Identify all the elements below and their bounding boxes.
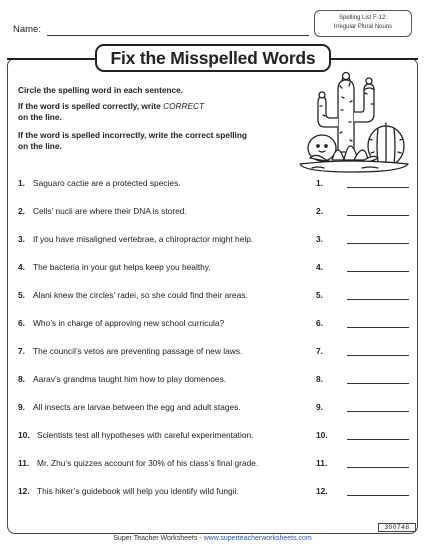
instruction-correct: If the word is spelled correctly, write CORRECT on the line. bbox=[18, 101, 205, 122]
question-text[interactable]: Saguaro cactie are a protected species. bbox=[33, 178, 181, 188]
question-item bbox=[18, 176, 410, 190]
question-number: 9. bbox=[18, 402, 25, 412]
answer-line[interactable] bbox=[347, 327, 409, 328]
question-text[interactable]: Cells’ nucli are where their DNA is stored. bbox=[33, 206, 187, 216]
question-number: 11. bbox=[18, 458, 30, 468]
answer-number: 7. bbox=[316, 346, 323, 356]
answer-line[interactable] bbox=[347, 467, 409, 468]
footer-brand: Super Teacher Worksheets bbox=[113, 535, 198, 542]
question-text[interactable]: This hiker’s guidebook will help you identify wild fungii. bbox=[37, 486, 239, 496]
footer-separator: - bbox=[197, 535, 204, 542]
name-row bbox=[13, 24, 313, 38]
answer-number: 4. bbox=[316, 262, 323, 272]
name-label: Name: bbox=[13, 24, 41, 35]
question-number: 3. bbox=[18, 234, 25, 244]
question-item bbox=[18, 428, 410, 442]
question-number: 12. bbox=[18, 486, 30, 496]
question-item bbox=[18, 344, 410, 358]
question-item bbox=[18, 260, 410, 274]
question-number: 7. bbox=[18, 346, 25, 356]
answer-number: 10. bbox=[316, 430, 328, 440]
answer-line[interactable] bbox=[347, 243, 409, 244]
answer-line[interactable] bbox=[347, 495, 409, 496]
answer-number: 11. bbox=[316, 458, 328, 468]
question-text[interactable]: All insects are larvae between the egg and adult stages. bbox=[33, 402, 241, 412]
instruction-circle: Circle the spelling word in each sentence. bbox=[18, 85, 184, 95]
correct-keyword: CORRECT bbox=[163, 101, 205, 111]
answer-number: 8. bbox=[316, 374, 323, 384]
question-item bbox=[18, 456, 410, 470]
question-number: 1. bbox=[18, 178, 25, 188]
question-text[interactable]: Mr. Zhu’s quizzes account for 30% of his class’s final grade. bbox=[37, 458, 259, 468]
spelling-list-subtitle: Irregular Plural Nouns bbox=[333, 24, 393, 30]
answer-line[interactable] bbox=[347, 355, 409, 356]
answer-number: 2. bbox=[316, 206, 323, 216]
question-item bbox=[18, 484, 410, 498]
answer-line[interactable] bbox=[347, 215, 409, 216]
question-number: 2. bbox=[18, 206, 25, 216]
answer-line[interactable] bbox=[347, 187, 409, 188]
question-number: 8. bbox=[18, 374, 25, 384]
title-rule-left bbox=[7, 58, 95, 60]
question-item bbox=[18, 232, 410, 246]
footer-url-link[interactable]: www.superteacherworksheets.com bbox=[203, 535, 312, 542]
question-number: 4. bbox=[18, 262, 25, 272]
question-number: 6. bbox=[18, 318, 25, 328]
question-text[interactable]: Alani knew the circles’ radei, so she could find their areas. bbox=[33, 290, 248, 300]
question-number: 5. bbox=[18, 290, 25, 300]
answer-line[interactable] bbox=[347, 383, 409, 384]
spelling-list-title: Spelling List F-12: bbox=[338, 15, 388, 21]
question-item bbox=[18, 288, 410, 302]
answer-number: 3. bbox=[316, 234, 323, 244]
answer-number: 6. bbox=[316, 318, 323, 328]
question-number: 10. bbox=[18, 430, 30, 440]
question-text[interactable]: Aarav’s grandma taught him how to play domenoes. bbox=[33, 374, 227, 384]
answer-number: 5. bbox=[316, 290, 323, 300]
answer-number: 12. bbox=[316, 486, 328, 496]
instructions bbox=[18, 85, 288, 152]
answer-number: 1. bbox=[316, 178, 323, 188]
question-text[interactable]: The bacteria in your gut helps keep you healthy. bbox=[33, 262, 211, 272]
question-item bbox=[18, 372, 410, 386]
cactus-illustration bbox=[292, 60, 412, 178]
question-item bbox=[18, 204, 410, 218]
instruction-incorrect: If the word is spelled incorrectly, write the correct spelling on the line. bbox=[18, 130, 247, 151]
footer bbox=[0, 535, 425, 542]
question-text[interactable]: If you have misaligned vertebrae, a chiropractor might help. bbox=[33, 234, 254, 244]
answer-line[interactable] bbox=[347, 271, 409, 272]
answer-line[interactable] bbox=[347, 439, 409, 440]
question-text[interactable]: The council’s vetos are preventing passage of new laws. bbox=[33, 346, 243, 356]
question-item bbox=[18, 400, 410, 414]
answer-line[interactable] bbox=[347, 299, 409, 300]
answer-number: 9. bbox=[316, 402, 323, 412]
question-text[interactable]: Who’s in charge of approving new school curricula? bbox=[33, 318, 225, 328]
answer-line[interactable] bbox=[347, 411, 409, 412]
worksheet-code: 300748 bbox=[378, 523, 416, 532]
name-field[interactable] bbox=[47, 35, 309, 36]
page-title: Fix the Misspelled Words bbox=[95, 44, 331, 72]
question-text[interactable]: Scientists test all hypotheses with careful experimentation. bbox=[37, 430, 254, 440]
spelling-list-box bbox=[314, 10, 412, 37]
question-item bbox=[18, 316, 410, 330]
